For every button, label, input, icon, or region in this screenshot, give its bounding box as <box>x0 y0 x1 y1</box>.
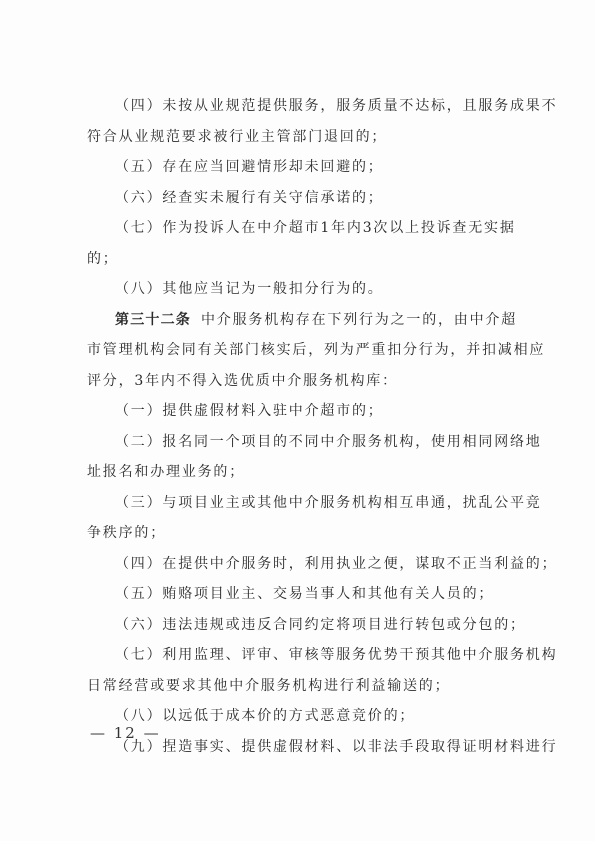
line-text: （七）利用监理、评审、审核等服务优势干预其他中介服务机构 <box>115 647 558 663</box>
line-text: （四）未按从业规范提供服务，服务质量不达标，且服务成果不 <box>115 98 558 114</box>
line-text: （九）捏造事实、提供虚假材料、以非法手段取得证明材料进行 <box>115 738 558 755</box>
text-line <box>87 488 542 519</box>
page-number: — 12 — <box>90 724 161 742</box>
line-text: 符合从业规范要求被行业主管部门退回的； <box>87 128 388 145</box>
line-text: 的； <box>87 250 119 267</box>
line-text: 址报名和办理业务的； <box>87 464 245 480</box>
line-text: （八）以远低于成本价的方式恶意竞价的； <box>115 708 416 724</box>
text-line <box>87 640 558 671</box>
text-line <box>87 274 513 305</box>
line-text: 中介服务机构存在下列行为之一的，由中介超 <box>201 311 517 328</box>
line-text: （一）提供虚假材料入驻中介超市的； <box>115 403 384 419</box>
line-text: （二）报名同一个项目的不同中介服务机构，使用相同网络地 <box>115 433 542 450</box>
line-text: （六）违法违规或违反合同约定将项目进行转包或分包的； <box>115 616 526 633</box>
line-text: 日常经营或要求其他中介服务机构进行利益输送的； <box>87 677 451 694</box>
line-text: （五）贿赂项目业主、交易当事人和其他有关人员的； <box>115 586 495 602</box>
text-line <box>87 549 558 580</box>
line-text: （三）与项目业主或其他中介服务机构相互串通，扰乱公平竞 <box>115 494 542 511</box>
line-text: （八）其他应当记为一般扣分行为的。 <box>115 281 384 297</box>
line-text: 市管理机构会同有关部门核实后，列为严重扣分行为，并扣减相应 <box>87 342 546 358</box>
text-line <box>87 518 513 549</box>
line-text: （五）存在应当回避情形却未回避的； <box>115 159 384 175</box>
text-line <box>87 335 546 366</box>
text-line <box>87 671 513 702</box>
text-line <box>87 244 513 275</box>
line-text: 争秩序的； <box>87 525 166 541</box>
line-text: （四）在提供中介服务时，利用执业之便，谋取不正当利益的； <box>115 555 558 572</box>
line-text: （六）经查实未履行有关守信承诺的； <box>115 189 384 206</box>
text-line <box>87 152 513 183</box>
line-text: （七）作为投诉人在中介超市1年内3次以上投诉查无实据 <box>115 220 516 236</box>
text-line <box>87 396 513 427</box>
line-text: 评分，3年内不得入选优质中介服务机构库： <box>87 372 398 389</box>
text-line <box>87 122 513 153</box>
text-line <box>87 305 517 336</box>
text-line <box>87 183 513 214</box>
text-line <box>87 366 513 397</box>
text-line <box>87 91 558 122</box>
text-line <box>87 457 513 488</box>
text-line <box>87 579 513 610</box>
body-text <box>87 91 558 762</box>
article-heading: 第三十二条 <box>115 311 191 328</box>
text-line <box>87 427 542 458</box>
text-line <box>87 213 516 244</box>
text-line <box>87 610 526 641</box>
